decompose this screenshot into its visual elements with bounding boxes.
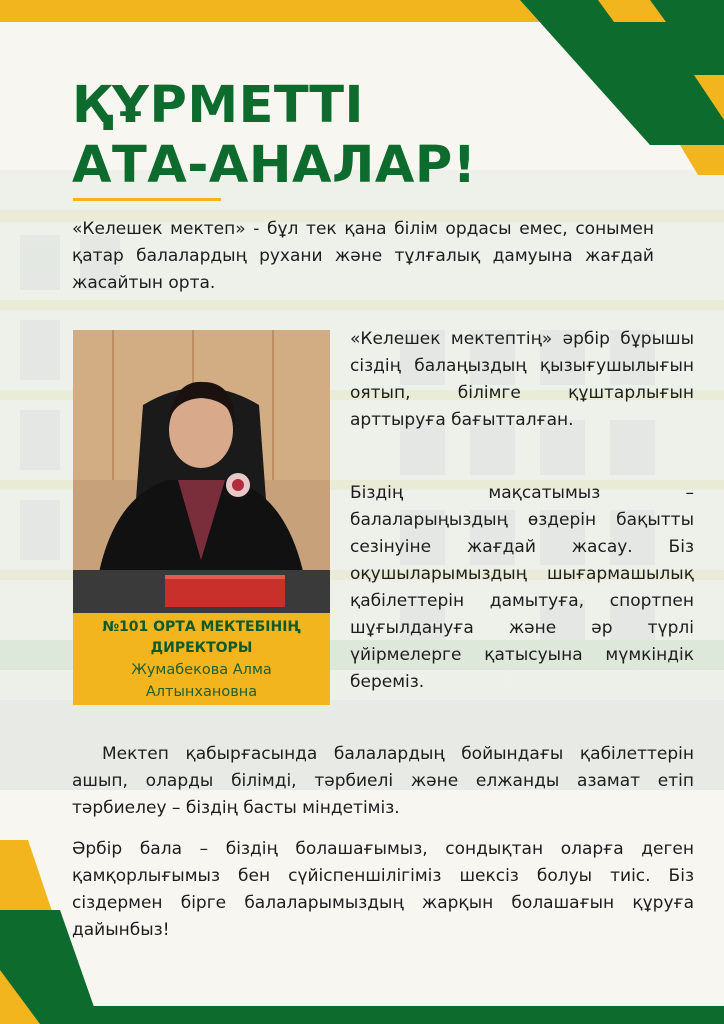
title-line-2: АТА-АНАЛАР! xyxy=(72,136,477,195)
title-underline xyxy=(73,198,221,201)
title-line-1: ҚҰРМЕТТІ xyxy=(72,76,364,135)
right-paragraph-1: «Келешек мектептің» әрбір бұрышы сіздің балаңыздың қызығушылығын оятып, білімге құштарлығын арттыруға бағытталған. xyxy=(350,329,694,430)
mission-paragraph: Мектеп қабырғасында балалардың бойындағы қабілеттерін ашып, оларды білімді, тәрбиелі және елжанды азамат етіп тәрбиелеу – біздің басты міндетіміз. xyxy=(72,744,694,818)
director-name-line-1: Жумабекова Алма xyxy=(131,662,272,678)
director-title-line-1: №101 ОРТА МЕКТЕБІНІҢ xyxy=(102,619,301,635)
intro-paragraph: «Келешек мектеп» - бұл тек қана білім ордасы емес, сонымен қатар балалардың рухани және тұлғалық дамуына жағдай жасайтын орта. xyxy=(72,219,654,293)
page-title xyxy=(72,76,477,196)
director-caption xyxy=(73,613,330,705)
director-name-line-2: Алтынхановна xyxy=(145,684,258,700)
right-paragraph-2: Біздің мақсатымыз – балаларыңыздың өздерін бақытты сезінуіне жағдай жасау. Біз оқушыларымыздың шығармашылық қабілеттерін дамытуға, спортпен шұғылдануға және әр түрлі үйірмелерге қатысуына мүмкіндік береміз. xyxy=(350,483,694,692)
director-title-line-2: ДИРЕКТОРЫ xyxy=(150,640,253,656)
director-photo xyxy=(73,330,330,613)
closing-paragraph: Әрбір бала – біздің болашағымыз, сондықтан оларға деген қамқорлығымыз бен сүйіспеншілігіміз шексіз болуы тиіс. Біз сіздермен бірге балаларымыздың жарқын болашағын құруға дайынбыз! xyxy=(72,839,694,940)
bottom-green-stripe xyxy=(0,1006,724,1024)
top-right-green-shape xyxy=(480,0,724,175)
